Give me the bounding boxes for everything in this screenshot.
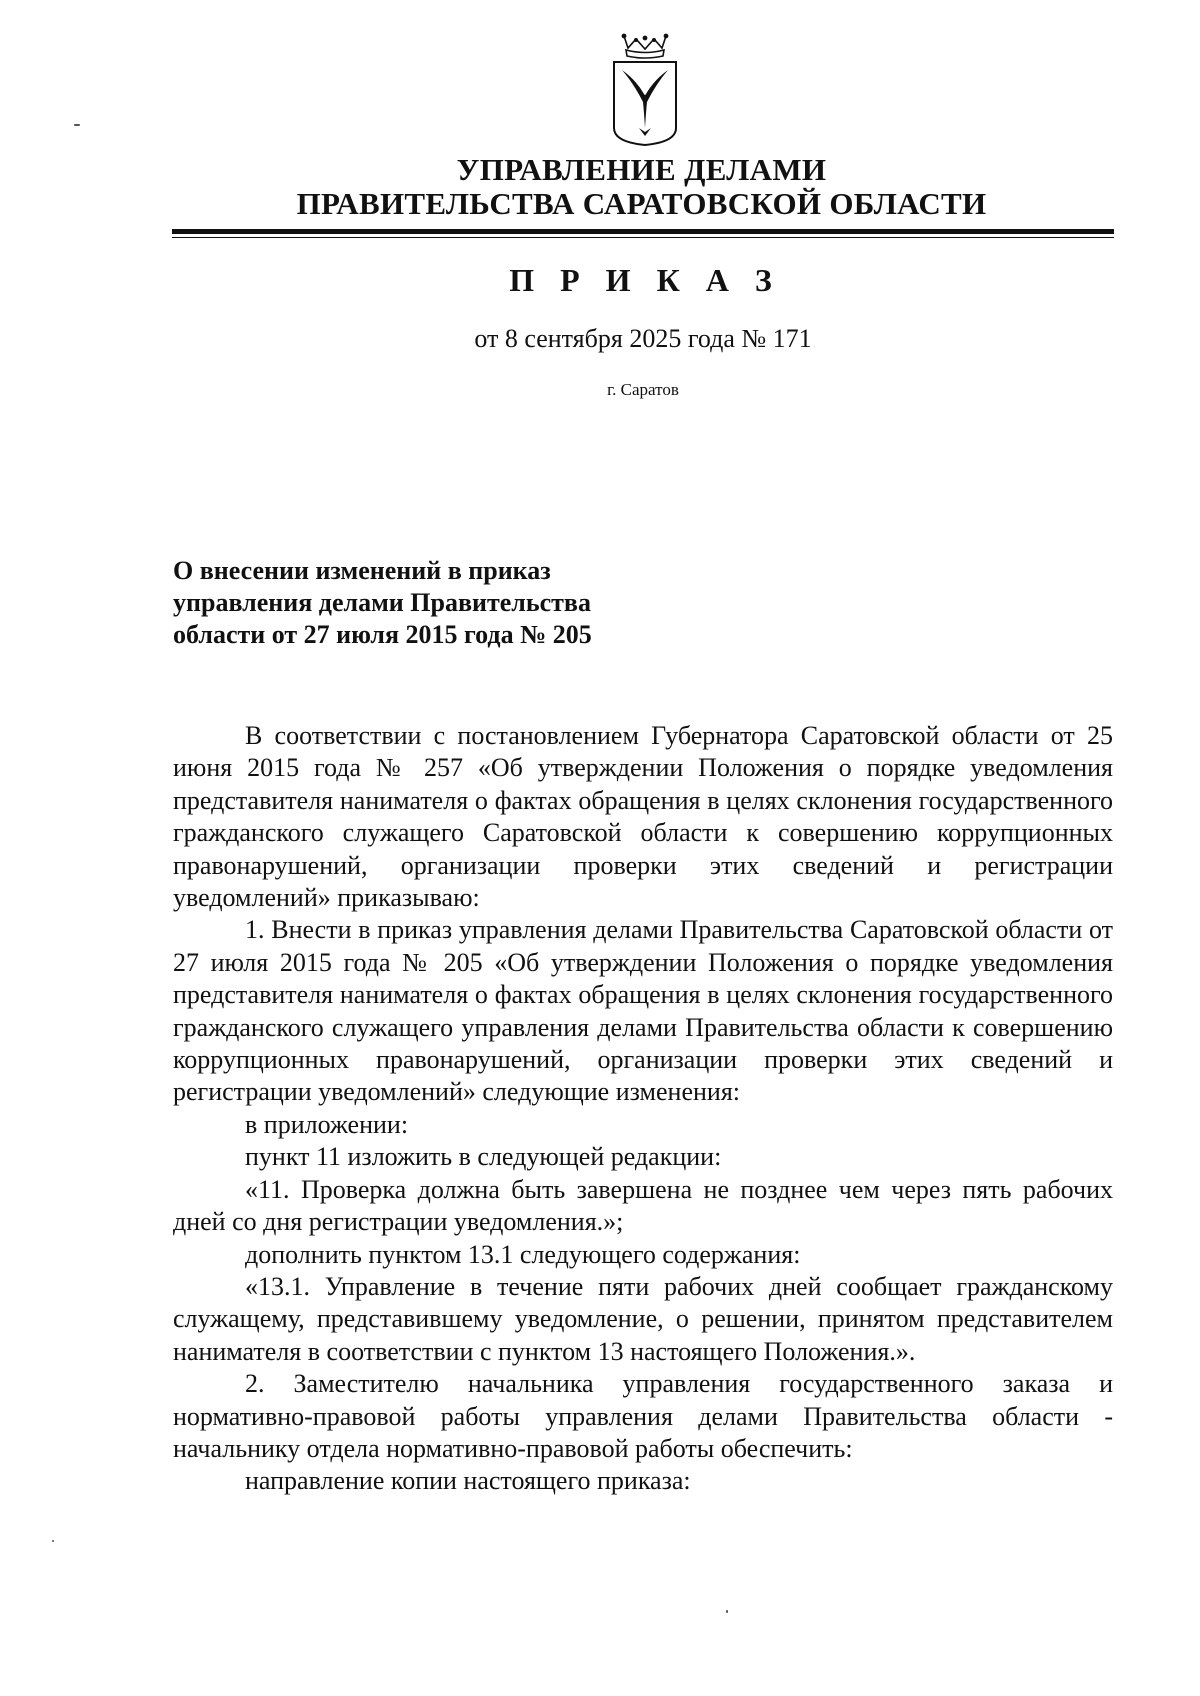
subject-line: области от 27 июля 2015 года № 205	[173, 620, 592, 649]
organization-name-line2: ПРАВИТЕЛЬСТВА САРАТОВСКОЙ ОБЛАСТИ	[296, 186, 987, 221]
scan-artifact	[726, 1610, 728, 1613]
order-date-number: от 8 сентября 2025 года № 171	[474, 324, 812, 353]
scan-artifact	[74, 124, 80, 126]
organization-name-line1: УПРАВЛЕНИЕ ДЕЛАМИ	[456, 152, 827, 187]
subject-line: О внесении изменений в приказ	[173, 556, 551, 585]
body-paragraph-preamble: В соответствии с постановлением Губернатора Саратовской области от 25 июня 2015 года № 257 «Об утверждении Положения о порядке уведомления представителя нанимателя о фактах обращения в целях склонения государственного гражданского служащего Саратовской области к совершению коррупционных правонарушений, организации проверки этих сведений и регистрации уведомлений» приказываю:	[173, 721, 1113, 913]
header-divider-thin	[172, 237, 1114, 238]
body-paragraph-item-2: 2. Заместителю начальника управления государственного заказа и нормативно-правовой работы управления делами Правительства области - начальнику отдела нормативно-правовой работы обеспечить:	[173, 1369, 1113, 1463]
saratov-coat-of-arms-icon	[606, 32, 684, 148]
document-type-title: П Р И К А З	[509, 262, 781, 298]
scan-artifact	[52, 1540, 54, 1542]
order-subject	[173, 555, 693, 651]
subject-line: управления делами Правительства	[173, 588, 591, 617]
body-paragraph-copy-direction: направление копии настоящего приказа:	[245, 1466, 691, 1496]
body-paragraph-clause-11-text: «11. Проверка должна быть завершена не позднее чем через пять рабочих дней со дня регистрации уведомления.»;	[173, 1174, 1113, 1237]
body-paragraph-item-1: 1. Внести в приказ управления делами Правительства Саратовской области от 27 июля 2015 года № 205 «Об утверждении Положения о порядке уведомления представителя нанимателя о фактах обращения в целях склонения государственного гражданского служащего управления делами Правительства области к совершению коррупционных правонарушений, организации проверки этих сведений и регистрации уведомлений» следующие изменения:	[173, 915, 1113, 1107]
body-paragraph-clause-11-intro: пункт 11 изложить в следующей редакции:	[245, 1142, 722, 1172]
order-city: г. Саратов	[607, 380, 679, 399]
body-paragraph-clause-13-1-text: «13.1. Управление в течение пяти рабочих дней сообщает гражданскому служащему, представившему уведомление, о решении, принятом представителем нанимателя в соответствии с пунктом 13 настоящего Положения.».	[173, 1271, 1113, 1366]
order-body	[173, 720, 1113, 1498]
header-divider-thick	[172, 229, 1114, 234]
body-paragraph-appendix: в приложении:	[245, 1109, 409, 1139]
body-paragraph-clause-13-1-intro: дополнить пунктом 13.1 следующего содержания:	[245, 1239, 801, 1269]
